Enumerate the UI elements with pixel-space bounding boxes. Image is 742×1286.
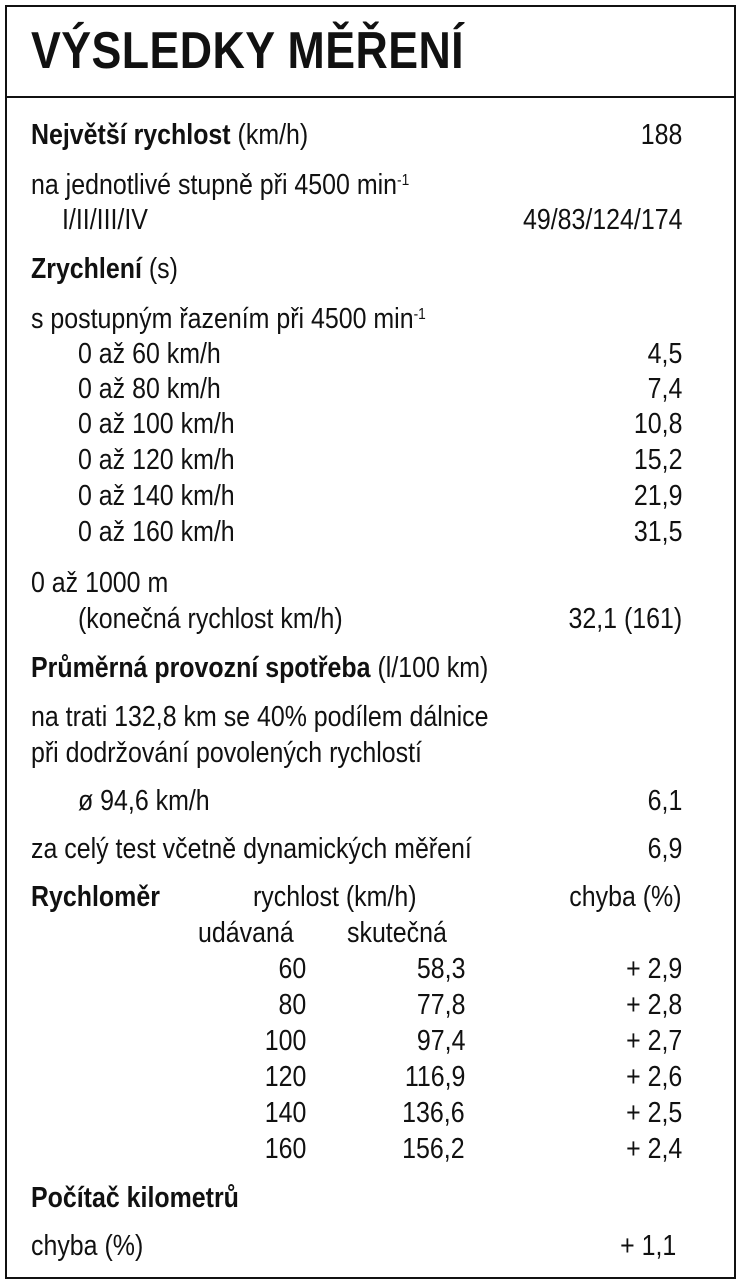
header bbox=[7, 7, 734, 98]
speedometer-actual: 58,3 bbox=[416, 953, 465, 985]
speedometer-error: + 2,4 bbox=[625, 1133, 682, 1165]
consumption-total-value: 6,9 bbox=[647, 833, 682, 865]
speedometer-col-error: chyba (%) bbox=[569, 881, 682, 913]
acceleration-intro: s postupným řazením při 4500 min bbox=[31, 303, 414, 335]
accel-row-value: 4,5 bbox=[647, 338, 682, 370]
accel-row-value: 7,4 bbox=[647, 373, 682, 405]
speedometer-error: + 2,5 bbox=[625, 1097, 682, 1129]
km-value: 32,1 (161) bbox=[568, 603, 682, 635]
odometer-error-label: chyba (%) bbox=[31, 1230, 144, 1262]
speedometer-error: + 2,6 bbox=[625, 1061, 682, 1093]
speedometer-heading: Rychloměr bbox=[31, 881, 160, 913]
accel-row-label: 0 až 60 km/h bbox=[78, 338, 221, 370]
gears-label-sup: -1 bbox=[397, 172, 410, 189]
speedometer-sub-actual: skutečná bbox=[347, 917, 447, 949]
speedometer-indicated: 160 bbox=[264, 1133, 306, 1165]
gears-label: na jednotlivé stupně při 4500 min bbox=[31, 169, 398, 201]
speedometer-actual: 136,6 bbox=[402, 1097, 465, 1129]
accel-row-label: 0 až 160 km/h bbox=[78, 516, 235, 548]
consumption-avg-value: 6,1 bbox=[647, 785, 682, 817]
speedometer-indicated: 140 bbox=[264, 1097, 306, 1129]
max-speed-unit: (km/h) bbox=[237, 119, 309, 151]
gears-values: 49/83/124/174 bbox=[522, 204, 682, 236]
gears-names: I/II/III/IV bbox=[62, 204, 148, 236]
speedometer-indicated: 120 bbox=[264, 1061, 306, 1093]
page-title: VÝSLEDKY MĚŘENÍ bbox=[31, 22, 465, 80]
acceleration-intro-line bbox=[31, 302, 426, 336]
consumption-line2: při dodržování povolených rychlostí bbox=[31, 737, 422, 769]
acceleration-unit: (s) bbox=[148, 253, 178, 285]
speedometer-col-speed: rychlost (km/h) bbox=[253, 881, 417, 913]
accel-row-value: 21,9 bbox=[633, 480, 682, 512]
consumption-heading: Průměrná provozní spotřeba bbox=[31, 652, 371, 684]
accel-row-value: 15,2 bbox=[633, 444, 682, 476]
acceleration-heading-line bbox=[31, 252, 178, 286]
consumption-total-label: za celý test včetně dynamických měření bbox=[31, 833, 472, 865]
accel-row-value: 10,8 bbox=[633, 408, 682, 440]
speedometer-actual: 77,8 bbox=[416, 989, 465, 1021]
speedometer-indicated: 80 bbox=[278, 989, 306, 1021]
speedometer-actual: 97,4 bbox=[416, 1025, 465, 1057]
accel-row-value: 31,5 bbox=[633, 516, 682, 548]
acceleration-heading: Zrychlení bbox=[31, 253, 142, 285]
max-speed-heading-line bbox=[31, 118, 308, 152]
accel-row-label: 0 až 80 km/h bbox=[78, 373, 221, 405]
accel-row-label: 0 až 140 km/h bbox=[78, 480, 235, 512]
consumption-line1: na trati 132,8 km se 40% podílem dálnice bbox=[31, 701, 489, 733]
odometer-heading: Počítač kilometrů bbox=[31, 1182, 239, 1214]
speedometer-error: + 2,7 bbox=[625, 1025, 682, 1057]
speedometer-indicated: 60 bbox=[278, 953, 306, 985]
accel-row-label: 0 až 100 km/h bbox=[78, 408, 235, 440]
acceleration-intro-sup: -1 bbox=[413, 306, 426, 323]
speedometer-actual: 116,9 bbox=[404, 1061, 465, 1093]
speedometer-error: + 2,9 bbox=[625, 953, 682, 985]
consumption-avg-label: ø 94,6 km/h bbox=[78, 785, 210, 817]
speedometer-error: + 2,8 bbox=[625, 989, 682, 1021]
max-speed-value: 188 bbox=[640, 119, 682, 151]
consumption-heading-line bbox=[31, 651, 488, 685]
speedometer-indicated: 100 bbox=[264, 1025, 306, 1057]
consumption-unit: (l/100 km) bbox=[377, 652, 489, 684]
accel-row-label: 0 až 120 km/h bbox=[78, 444, 235, 476]
gears-label-line bbox=[31, 168, 409, 202]
speedometer-sub-indicated: udávaná bbox=[198, 917, 294, 949]
odometer-error-value: + 1,1 bbox=[619, 1230, 676, 1262]
max-speed-heading: Největší rychlost bbox=[31, 119, 231, 151]
speedometer-actual: 156,2 bbox=[402, 1133, 465, 1165]
km-sub-label: (konečná rychlost km/h) bbox=[78, 603, 343, 635]
km-label: 0 až 1000 m bbox=[31, 567, 169, 599]
